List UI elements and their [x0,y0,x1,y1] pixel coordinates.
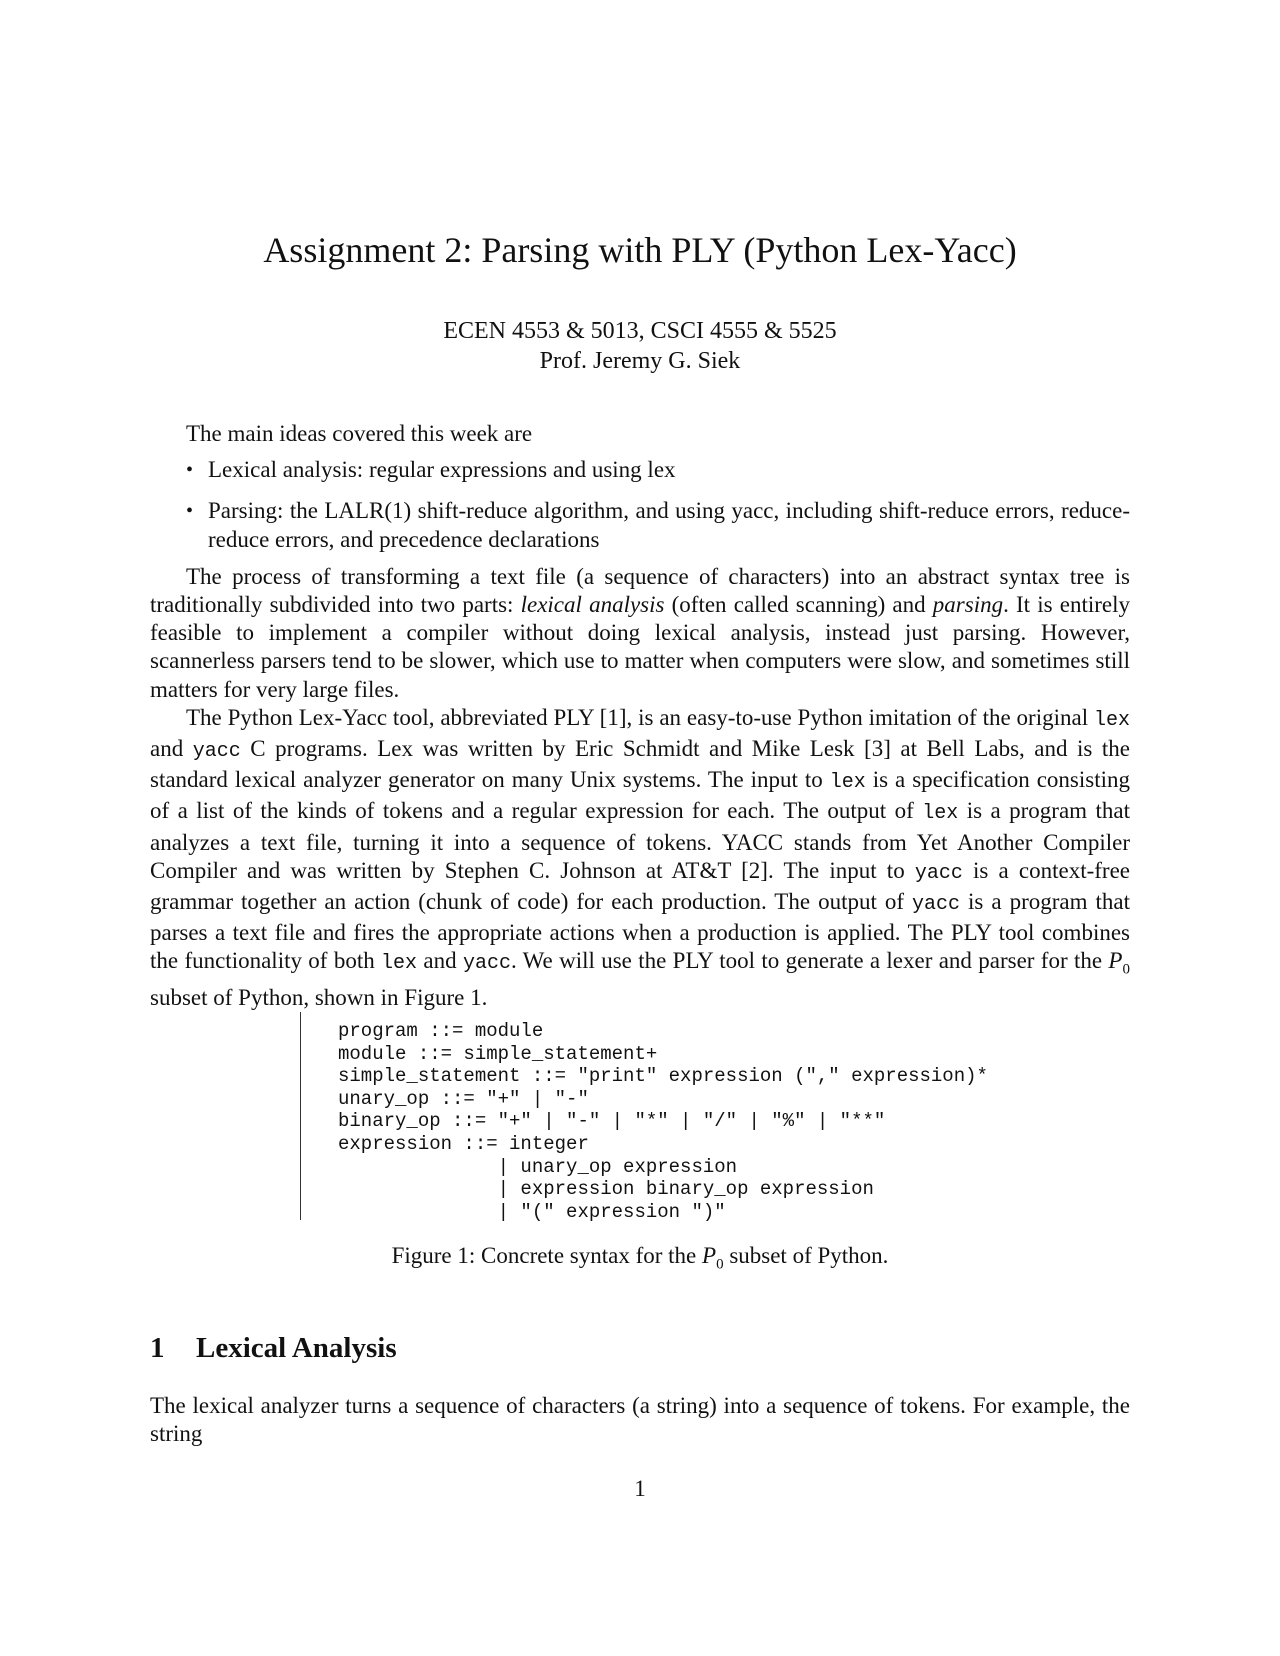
caption-text: subset of Python. [723,1243,889,1268]
text-span: The Python Lex-Yacc tool, abbreviated PLY [1], is an easy-to-use Python imitation of the original [186,704,1094,730]
text-span: C programs. Lex was written by Eric Schmidt and Mike Lesk [3] at Bell Labs, and is the standard lexical analyzer generator on many Unix systems. The input to [150,736,1130,793]
section-body [150,1392,1130,1448]
text-span: is a specification consisting of a list of the kinds of tokens and a regular expression for each. The output of [150,767,1130,824]
paragraph-ply [150,704,1130,1013]
paper-title: Assignment 2: Parsing with PLY (Python Lex-Yacc) [263,230,1017,270]
text-span: and [150,736,193,762]
intro-section [150,420,1130,1012]
code-lex: lex [922,802,959,826]
text-span: subset of Python, shown in Figure 1. [150,985,488,1011]
bullet-icon: • [186,459,194,482]
section-title: Lexical Analysis [196,1332,397,1364]
topics-list [150,456,1130,554]
bullet-icon: • [186,500,194,523]
code-yacc: yacc [914,861,963,885]
intro-lead: The main ideas covered this week are [186,421,533,446]
text-span: . It is entirely feasible to implement a compiler without doing lexical analysis, instead just parsing. However, scannerless parsers tend to be slower, which use to matter when computers were slow, and sometimes still matters for very large files. [150,592,1130,702]
term-lexical-analysis: lexical analysis [520,592,665,618]
code-yacc: yacc [462,952,511,976]
section-heading [150,1330,397,1366]
code-lex: lex [1093,708,1130,732]
course-line: ECEN 4553 & 5013, CSCI 4555 & 5525 [443,318,837,344]
text-span: is a program that parses a text file and fires the appropriate actions when a production is applied. The PLY tool combines the functionality of both [150,889,1130,974]
paragraph-lexer: The lexical analyzer turns a sequence of characters (a string) into a sequence of tokens. For example, the string [150,1393,1130,1447]
paragraph-lexing-parsing [150,563,1130,704]
author-block [0,316,1280,376]
text-span: is a context-free grammar together an action (chunk of code) for each production. The output of [150,857,1130,915]
author-line: Prof. Jeremy G. Siek [539,348,741,374]
code-lex: lex [829,771,866,795]
code-lex: lex [381,952,418,976]
page-number: 1 [634,1476,646,1501]
math-base: P [1108,948,1123,974]
figure-caption [0,1242,1280,1279]
text-span: (often called scanning) and [664,592,933,618]
caption-text: Figure 1: Concrete syntax for the [391,1243,702,1268]
text-span: is a program that analyzes a text file, turning it into a sequence of tokens. YACC stands from Yet Another Compiler Compiler and was written by Stephen C. Johnson at AT&T [2]. The input to [150,798,1130,883]
list-item-text: Lexical analysis: regular expressions and using lex [208,457,676,483]
math-subscript: 0 [716,1256,724,1273]
section-number: 1 [150,1332,165,1364]
code-yacc: yacc [192,740,241,764]
list-item [186,456,1130,484]
code-yacc: yacc [912,893,961,917]
list-item-text: Parsing: the LALR(1) shift-reduce algorithm, and using yacc, including shift-reduce errors, reduce-reduce errors, and precedence declarations [208,498,1130,552]
text-span: . We will use the PLY tool to generate a lexer and parser for the [510,948,1109,974]
text-span: and [417,948,463,974]
math-base: P [702,1243,717,1268]
math-subscript: 0 [1122,962,1130,979]
grammar-code-block: program ::= module module ::= simple_statement+ simple_statement ::= "print" expression ("," expression)* unary_op ::= "+" | "-" binary_op ::= "+" | "-" | "*" | "/" | "%" | "**" expression ::= integer | unary_op expression | expression binary_op expression | "(" expression ")" [338,1020,988,1223]
list-item [186,497,1130,553]
term-parsing: parsing [932,592,1004,618]
text-span: The process of transforming a text file (a sequence of characters) into an abstract syntax tree is traditionally subdivided into two parts: [150,563,1130,618]
math-p0 [1108,948,1130,979]
math-p0 [702,1243,724,1273]
